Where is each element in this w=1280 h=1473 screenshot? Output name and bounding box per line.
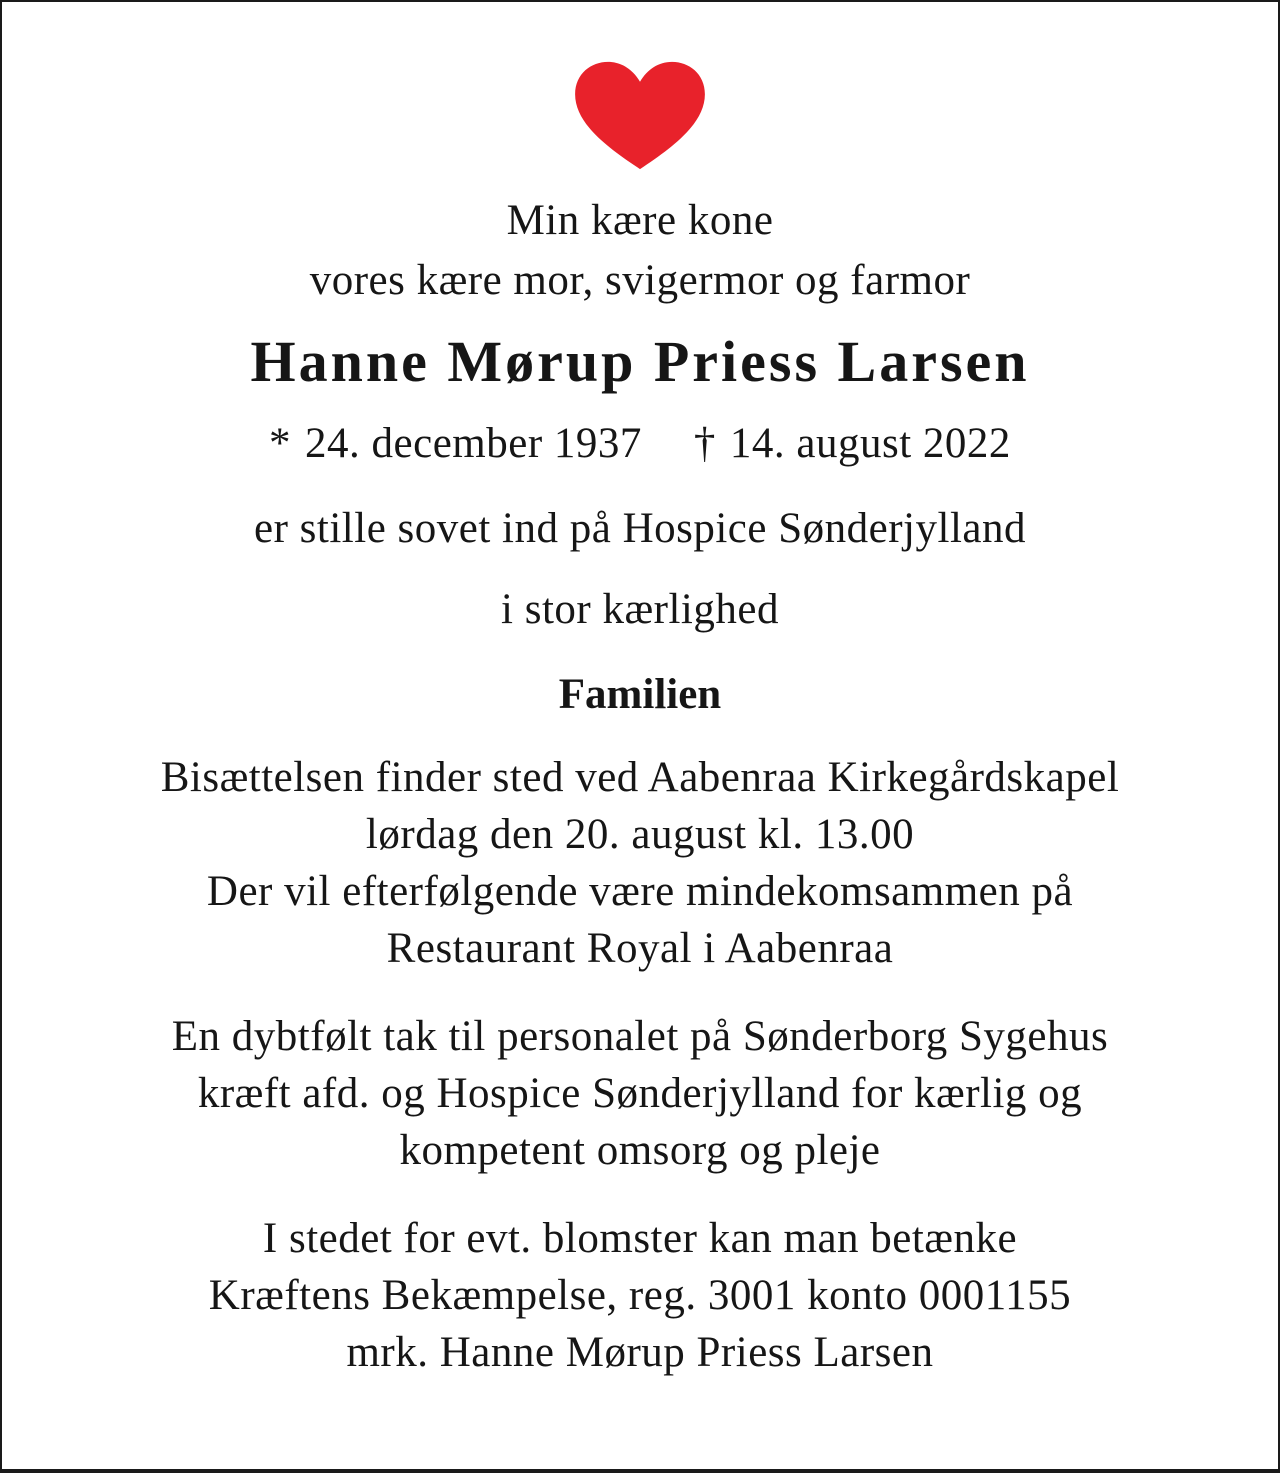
donation-line: I stedet for evt. blomster kan man betænke bbox=[262, 1215, 1018, 1262]
family-signature: Familien bbox=[558, 671, 722, 718]
life-dates bbox=[269, 415, 1011, 473]
love-line: i stor kærlighed bbox=[501, 586, 779, 633]
thanks-line: En dybtfølt tak til personalet på Sønderborg Sygehus bbox=[171, 1013, 1109, 1060]
passing-line: er stille sovet ind på Hospice Sønderjylland bbox=[254, 505, 1026, 552]
ceremony-line: Restaurant Royal i Aabenraa bbox=[386, 925, 894, 972]
donation-line: Kræftens Bekæmpelse, reg. 3001 konto 0001155 bbox=[208, 1272, 1072, 1319]
birth-date-text: 24. december 1937 bbox=[305, 420, 642, 467]
thanks-line: kompetent omsorg og pleje bbox=[399, 1127, 881, 1174]
donation-line: mrk. Hanne Mørup Priess Larsen bbox=[346, 1329, 934, 1376]
born-symbol: * bbox=[269, 420, 292, 467]
thanks-line: kræft afd. og Hospice Sønderjylland for kærlig og bbox=[197, 1070, 1083, 1117]
intro-line: vores kære mor, svigermor og farmor bbox=[309, 257, 971, 304]
death-date bbox=[694, 420, 1011, 467]
thanks-paragraph bbox=[172, 1008, 1108, 1179]
deceased-name: Hanne Mørup Priess Larsen bbox=[250, 329, 1030, 394]
ceremony-line: Der vil efterfølgende være mindekomsammen på bbox=[206, 868, 1074, 915]
intro-lines bbox=[310, 191, 971, 311]
ceremony-paragraph bbox=[161, 749, 1120, 977]
donation-paragraph bbox=[209, 1210, 1071, 1381]
birth-date bbox=[269, 420, 642, 467]
heart-icon bbox=[567, 56, 713, 173]
death-date-text: 14. august 2022 bbox=[729, 420, 1011, 467]
ceremony-line: lørdag den 20. august kl. 13.00 bbox=[365, 811, 915, 858]
intro-line: Min kære kone bbox=[506, 197, 774, 244]
ceremony-line: Bisættelsen finder sted ved Aabenraa Kirkegårdskapel bbox=[160, 754, 1120, 801]
dagger-symbol: † bbox=[693, 420, 716, 467]
